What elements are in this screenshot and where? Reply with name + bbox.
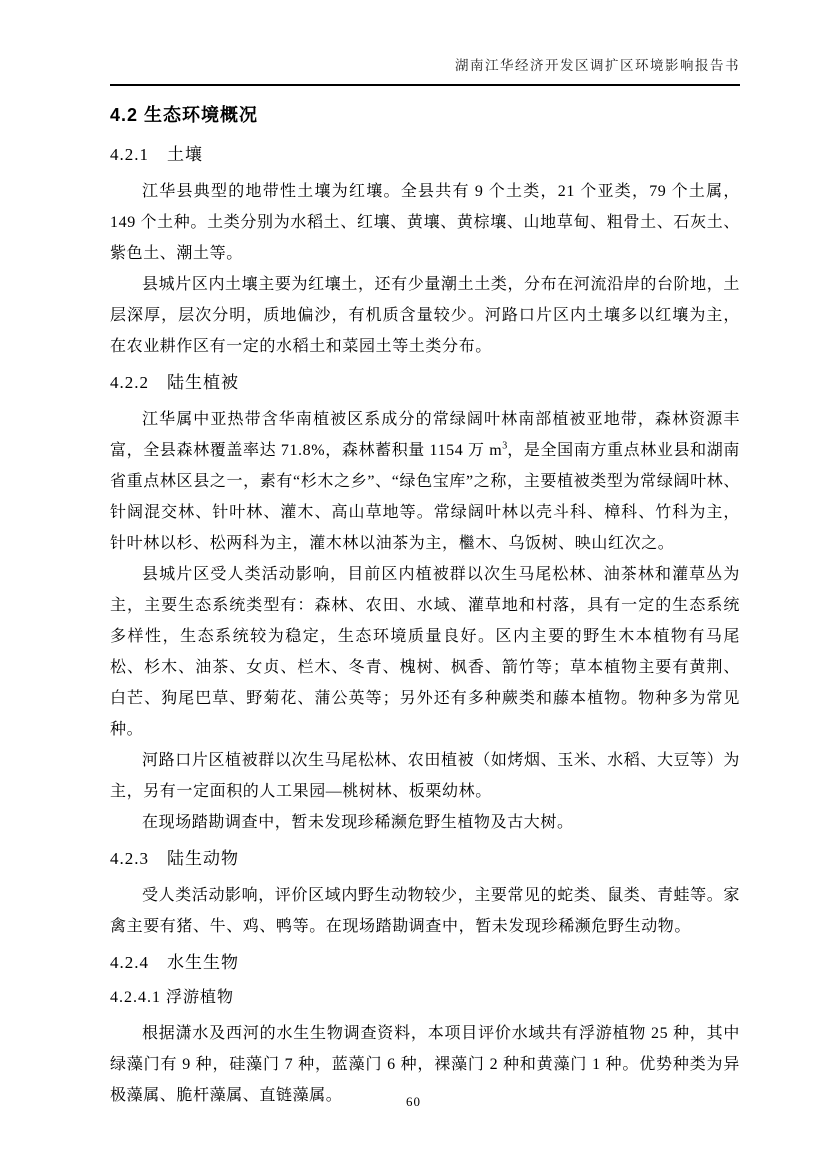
paragraph-county-vegetation: 县城片区受人类活动影响，目前区内植被群以次生马尾松林、油茶林和灌草丛为主，主要生态系统类型有：森林、农田、水域、灌草地和村落，具有一定的生态系统多样性，生态系统较为稳定，生态环境质量良好。区内主要的野生木本植物有马尾松、杉木、油茶、女贞、栏木、冬青、槐树、枫香、箭竹等；草本植物主要有黄荆、白芒、狗尾巴草、野菊花、蒲公英等；另外还有多种蕨类和藤本植物。物种多为常见种。 [110, 566, 740, 738]
paragraph-forest-overview-text-after: ，是全国南方重点林业县和湖南省重点林区县之一，素有“杉木之乡”、“绿色宝库”之称，主要植被类型为常绿阔叶林、针阔混交林、针叶林、灌木、高山草地等。常绿阔叶林以壳斗科、樟科、竹科为主，针叶林以杉、松两科为主，灌木林以油茶为主，檵木、乌饭树、映山红次之。 [110, 442, 740, 552]
section-heading-4-2-2: 4.2.2 陆生植被 [110, 373, 239, 392]
section-heading-4-2-4-1: 4.2.4.1 浮游植物 [110, 989, 235, 1006]
paragraph-soil-types: 江华县典型的地带性土壤为红壤。全县共有 9 个土类，21 个亚类，79 个土属，149 个土种。土类分别为水稻土、红壤、黄壤、黄棕壤、山地草甸、粗骨土、石灰土、紫色土、潮土等。 [110, 183, 740, 262]
section-heading-4-2-4: 4.2.4 水生生物 [110, 953, 239, 972]
section-heading-4-2: 4.2 生态环境概况 [110, 105, 259, 125]
document-content [110, 94, 740, 1111]
paragraph-phytoplankton: 根据潇水及西河的水生生物调查资料，本项目评价水域共有浮游植物 25 种，其中绿藻门有 9 种，硅藻门 7 种，蓝藻门 6 种，裸藻门 2 种和黄藻门 1 种。优势种类为异极藻属、脆杆藻属、直链藻属。 [110, 1025, 740, 1104]
page-header-title: 湖南江华经济开发区调扩区环境影响报告书 [455, 58, 740, 73]
paragraph-helukou-vegetation: 河路口片区植被群以次生马尾松林、农田植被（如烤烟、玉米、水稻、大豆等）为主，另有一定面积的人工果园—桃树林、板栗幼林。 [110, 752, 740, 800]
page-number: 60 [406, 1094, 421, 1109]
paragraph-forest-overview [110, 404, 740, 559]
section-heading-4-2-3: 4.2.3 陆生动物 [110, 849, 239, 868]
paragraph-soil-distribution: 县城片区内土壤主要为红壤土，还有少量潮土土类，分布在河流沿岸的台阶地，土层深厚，层次分明，质地偏沙，有机质含量较少。河路口片区内土壤多以红壤为主，在农业耕作区有一定的水稻土和菜园土等土类分布。 [110, 276, 740, 355]
section-heading-4-2-1: 4.2.1 土壤 [110, 145, 203, 164]
paragraph-forest-overview-text-before: 江华属中亚热带含华南植被区系成分的常绿阔叶林南部植被亚地带，森林资源丰富，全县森林覆盖率达 71.8%，森林蓄积量 1154 万 m [110, 411, 740, 459]
paragraph-terrestrial-animals: 受人类活动影响，评价区域内野生动物较少，主要常见的蛇类、鼠类、青蛙等。家禽主要有猪、牛、鸡、鸭等。在现场踏勘调查中，暂未发现珍稀濒危野生动物。 [110, 887, 740, 935]
header-rule [110, 84, 740, 86]
superscript-cubic-meter: 3 [502, 440, 508, 452]
paragraph-survey-plants: 在现场踏勘调查中，暂未发现珍稀濒危野生植物及古大树。 [142, 814, 574, 831]
